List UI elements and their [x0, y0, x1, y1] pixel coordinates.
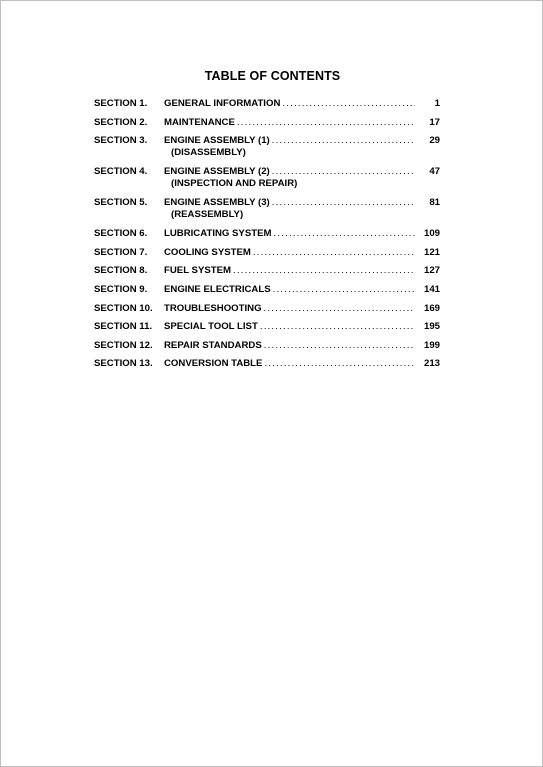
toc-section-number: SECTION 9. [94, 283, 148, 295]
dot-leader [273, 228, 415, 240]
toc-page-number: 121 [423, 246, 440, 258]
toc-entry-title-block [164, 321, 418, 333]
toc-entry [94, 117, 440, 129]
toc-section-title: GENERAL INFORMATION [164, 98, 281, 109]
toc-title-line [164, 228, 418, 240]
toc-section-subtitle: (DISASSEMBLY) [171, 147, 246, 159]
dot-leader [233, 265, 415, 277]
toc-entry [94, 265, 440, 277]
dot-leader [264, 358, 415, 370]
toc-section-number: SECTION 6. [94, 228, 148, 240]
page-title: TABLE OF CONTENTS [204, 69, 341, 83]
dot-leader [264, 303, 415, 315]
toc-entry-title-block [164, 265, 418, 277]
toc-title-line [164, 265, 418, 277]
toc-entry [94, 321, 440, 333]
toc-list [94, 98, 440, 377]
toc-page-number: 17 [429, 116, 440, 128]
toc-section-title: COOLING SYSTEM [164, 246, 251, 258]
toc-page-number: 127 [423, 265, 440, 277]
dot-leader [237, 117, 415, 129]
toc-entry [94, 358, 440, 370]
toc-section-title: ENGINE ASSEMBLY (2) [164, 166, 270, 178]
toc-entry [94, 98, 440, 110]
toc-title-line [164, 98, 418, 110]
toc-title-line [164, 247, 418, 259]
toc-entry-title-block [164, 340, 418, 352]
dot-leader [260, 321, 415, 333]
toc-section-title: LUBRICATING SYSTEM [164, 228, 272, 240]
toc-page-number: 1 [434, 98, 440, 109]
toc-section-title: TROUBLESHOOTING [164, 302, 262, 314]
dot-leader [282, 98, 415, 110]
toc-entry-title-block [164, 247, 418, 259]
toc-page-number: 213 [423, 358, 440, 370]
toc-page-number: 199 [423, 339, 440, 351]
toc-section-number: SECTION 13. [94, 358, 153, 370]
toc-title-line [164, 197, 418, 209]
toc-page-number: 47 [429, 166, 440, 178]
toc-title-line [164, 340, 418, 352]
toc-section-title: REPAIR STANDARDS [164, 339, 262, 351]
dot-leader [273, 284, 415, 296]
toc-title-line [164, 135, 418, 147]
toc-section-title: ENGINE ELECTRICALS [164, 283, 271, 295]
toc-entry [94, 166, 440, 190]
toc-section-title: FUEL SYSTEM [164, 265, 231, 277]
dot-leader [264, 340, 415, 352]
toc-section-number: SECTION 11. [94, 321, 153, 333]
toc-section-title: MAINTENANCE [164, 116, 235, 128]
toc-page-number: 195 [423, 321, 440, 333]
toc-entry [94, 228, 440, 240]
toc-section-number: SECTION 3. [94, 135, 148, 147]
toc-page-number: 109 [423, 228, 440, 240]
toc-section-title: ENGINE ASSEMBLY (3) [164, 197, 270, 209]
dot-leader [272, 197, 415, 209]
toc-page-number: 169 [423, 302, 440, 314]
dot-leader [272, 166, 415, 178]
toc-entry-title-block [164, 197, 418, 221]
toc-title-line [164, 303, 418, 315]
toc-section-title: CONVERSION TABLE [164, 358, 263, 370]
toc-section-number: SECTION 10. [94, 302, 153, 314]
toc-entry-title-block [164, 303, 418, 315]
toc-title-line [164, 166, 418, 178]
toc-entry [94, 135, 440, 159]
toc-section-number: SECTION 7. [94, 246, 148, 258]
toc-entry [94, 284, 440, 296]
toc-title-line [164, 117, 418, 129]
toc-section-subtitle: (INSPECTION AND REPAIR) [171, 178, 298, 190]
toc-section-number: SECTION 4. [94, 166, 148, 178]
toc-section-number: SECTION 8. [94, 265, 148, 277]
toc-entry-title-block [164, 135, 418, 159]
toc-section-title: ENGINE ASSEMBLY (1) [164, 135, 270, 147]
dot-leader [272, 135, 415, 147]
toc-entry-title-block [164, 98, 418, 110]
toc-section-number: SECTION 2. [94, 116, 148, 128]
toc-page-number: 81 [429, 197, 440, 209]
toc-entry [94, 340, 440, 352]
toc-section-subtitle: (REASSEMBLY) [171, 209, 244, 221]
toc-entry-title-block [164, 228, 418, 240]
toc-title-line [164, 358, 418, 370]
toc-entry [94, 303, 440, 315]
toc-title-line [164, 321, 418, 333]
dot-leader [253, 247, 415, 259]
toc-entry-title-block [164, 117, 418, 129]
toc-entry-title-block [164, 358, 418, 370]
toc-section-title: SPECIAL TOOL LIST [164, 321, 258, 333]
toc-entry-title-block [164, 284, 418, 296]
toc-section-number: SECTION 1. [94, 98, 148, 109]
toc-entry [94, 197, 440, 221]
toc-section-number: SECTION 12. [94, 339, 153, 351]
toc-page-number: 141 [423, 283, 440, 295]
toc-entry [94, 247, 440, 259]
toc-section-number: SECTION 5. [94, 197, 148, 209]
toc-title-line [164, 284, 418, 296]
toc-entry-title-block [164, 166, 418, 190]
toc-page-number: 29 [429, 135, 440, 147]
